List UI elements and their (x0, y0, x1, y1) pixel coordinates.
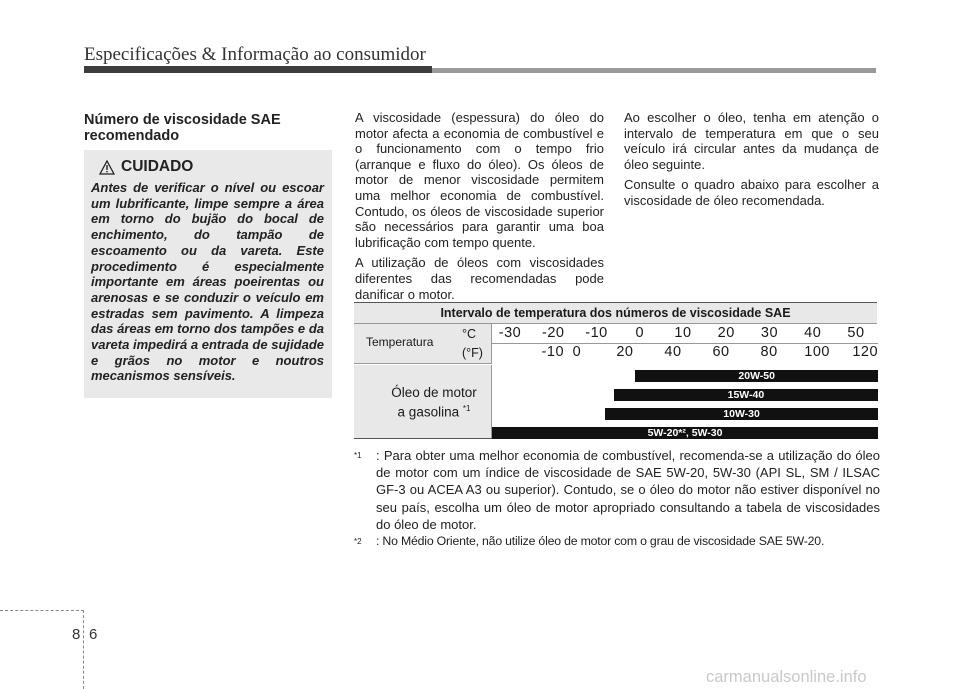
fahrenheit-tick: 0 (572, 344, 582, 360)
body-paragraph: A viscosidade (espessura) do óleo do motor afecta a economia de combustível e o funcionamento com o tempo frio (arranque e fluxo do óleo). Os óleos de motor de menor viscosidade permitem uma melhor economia de combustível. Contudo, os óleos de viscosidade superior são necessários para garantir uma boa lubrificação com tempo quente. (355, 110, 604, 250)
celsius-unit: °C (462, 327, 477, 341)
footnote-text: : No Médio Oriente, não utilize óleo de motor com o grau de viscosidade SAE 5W-20. (376, 534, 825, 549)
footnote-mark: *1 (354, 451, 362, 460)
fahrenheit-tick: -10 (541, 344, 565, 360)
fahrenheit-tick: 100 (804, 344, 830, 360)
temperature-scale (491, 324, 877, 364)
footnotes (354, 447, 880, 554)
celsius-tick: 40 (804, 325, 822, 341)
oil-label-main: Óleo de motor (391, 385, 477, 400)
body-paragraph: Ao escolher o óleo, tenha em atenção o intervalo de temperatura em que o seu veículo irá circular antes da mudança de óleo seguinte. (624, 110, 879, 172)
caution-text: Antes de verificar o nível ou escoar um lubrificante, limpe sempre a área em torno do bujão do bocal de enchimento, do tampão de escoamento ou da vareta. Este procedimento é especialmente importante em áreas poeirentas ou arenosas e se conduzir o veículo em estradas sem pavimento. A limpeza das áreas em torno dos tampões e da vareta impedirá a entrada de sujidade e grãos no motor e noutros mecanismos sensíveis. (91, 180, 324, 384)
warning-triangle-icon (99, 160, 115, 175)
page-corner-line (0, 610, 84, 611)
body-paragraph: Consulte o quadro abaixo para escolher a viscosidade de óleo recomendada. (624, 177, 879, 208)
viscosity-band: 15W-40 (614, 389, 878, 401)
viscosity-band: 20W-50 (635, 370, 878, 382)
section-title: Número de viscosidade SAE recomendado (84, 112, 281, 144)
temperature-label: Temperatura (366, 335, 434, 349)
fahrenheit-tick: 80 (760, 344, 778, 360)
page-header-title: Especificações & Informação ao consumidor (84, 44, 426, 65)
celsius-tick: 50 (847, 325, 865, 341)
body-paragraph: A utilização de óleos com viscosidades diferentes das recomendadas pode danificar o motor. (355, 255, 604, 302)
fahrenheit-tick: 20 (616, 344, 634, 360)
footnote-mark: *2 (354, 537, 362, 547)
fahrenheit-tick: 60 (712, 344, 730, 360)
body-column-right (624, 110, 879, 209)
watermark-text: carmanualsonline.info (706, 668, 867, 686)
header-rule-accent (84, 66, 432, 73)
viscosity-chart (354, 302, 877, 439)
fahrenheit-unit: (°F) (462, 346, 483, 360)
footnote (354, 447, 880, 533)
celsius-tick: 20 (717, 325, 735, 341)
fahrenheit-tick: 120 (852, 344, 879, 360)
celsius-tick: 30 (760, 325, 779, 341)
oil-row (354, 365, 877, 438)
chart-title: Intervalo de temperatura dos números de viscosidade SAE (354, 303, 877, 324)
caution-header (99, 158, 324, 176)
oil-label-sub: a gasolina (397, 404, 460, 420)
celsius-tick: -10 (585, 325, 608, 341)
celsius-tick: 0 (635, 325, 645, 341)
celsius-tick: -30 (498, 325, 522, 341)
celsius-tick: 10 (674, 325, 692, 341)
footnote (354, 533, 880, 554)
footnote-text: : Para obter uma melhor economia de combustível, recomenda-se a utilização do óleo de motor com um índice de viscosidade de SAE 5W-20, 5W-30 (API SL, SM / ILSAC GF-3 ou ACEA A3 ou superior). Contudo, se o óleo do motor não estiver disponível no seu país, escolha um óleo de motor apropriado consultando a tabela de viscosidades do óleo de motor. (376, 448, 880, 532)
page-divider-line (83, 610, 84, 689)
fahrenheit-tick: 40 (664, 344, 682, 360)
oil-label-mark: *1 (462, 404, 471, 413)
oil-label (384, 385, 484, 421)
body-column-middle (355, 110, 604, 302)
page-number-chapter: 8 (72, 626, 81, 643)
celsius-tick: -20 (542, 325, 565, 341)
caution-box (84, 150, 332, 398)
page-number-page: 6 (89, 626, 98, 643)
viscosity-band: 10W-30 (605, 408, 878, 420)
viscosity-band: 5W-20*², 5W-30 (492, 427, 878, 439)
viscosity-band-area (491, 365, 877, 438)
temperature-row (354, 324, 877, 364)
caution-label: CUIDADO (121, 158, 194, 175)
